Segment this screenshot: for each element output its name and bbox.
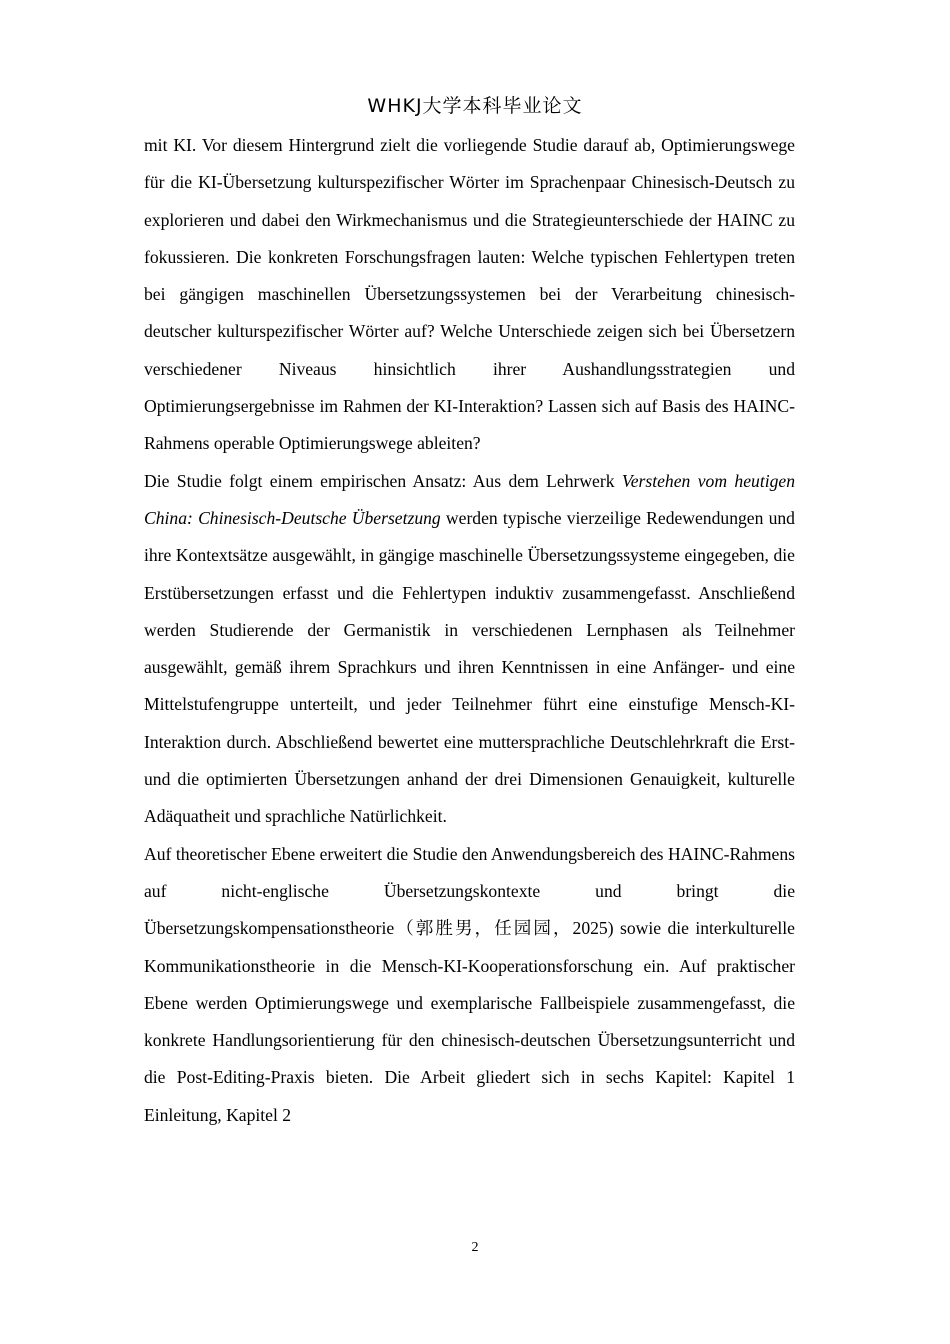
paragraph-2-lead: Die Studie folgt einem empirischen Ansatz: Aus dem Lehrwerk <box>144 470 622 491</box>
page-number: 2 <box>471 1240 479 1255</box>
paragraph-2-rest: werden typische vierzeilige Redewendungen und ihre Kontextsätze ausgewählt, in gängige maschinelle Übersetzungssysteme eingegeben, die Erstübersetzungen erfasst und die Fehlertypen induktiv zusammengefasst. Anschließend werden Studierende der Germanistik in verschiedenen Lernphasen als Teilnehmer ausgewählt, gemäß ihrem Sprachkurs und ihren Kenntnissen in eine Anfänger- und eine Mittelstufengruppe unterteilt, und jeder Teilnehmer führt eine einstufige Mensch-KI-Interaktion durch. Abschließend bewertet eine muttersprachliche Deutschlehrkraft die Erst- und die optimierten Übersetzungen anhand der drei Dimensionen Genauigkeit, kulturelle Adäquatheit und sprachliche Natürlichkeit. <box>144 507 795 827</box>
paragraph-2 <box>144 463 795 836</box>
book-title: Verstehen vom heutigen China: Chinesisch-Deutsche Übersetzung <box>144 470 795 528</box>
paragraph-3: Auf theoretischer Ebene erweitert die Studie den Anwendungsbereich des HAINC-Rahmens auf nicht-englische Übersetzungskontexte und bringt die Übersetzungskompensationstheorie（郭胜男，任园园，2025) sowie die interkulturelle Kommunikationstheorie in die Mensch-KI-Kooperationsforschung ein. Auf praktischer Ebene werden Optimierungswege und exemplarische Fallbeispiele zusammengefasst, die konkrete Handlungsorientierung für den chinesisch-deutschen Übersetzungsunterricht und die Post-Editing-Praxis bieten. Die Arbeit gliedert sich in sechs Kapitel: Kapitel 1 Einleitung, Kapitel 2 <box>144 843 795 1125</box>
running-header: WHKJ大学本科毕业论文 <box>367 95 583 117</box>
body-text <box>144 127 795 1134</box>
paragraph-1: mit KI. Vor diesem Hintergrund zielt die vorliegende Studie darauf ab, Optimierungswege für die KI-Übersetzung kulturspezifischer Wörter im Sprachenpaar Chinesisch-Deutsch zu explorieren und dabei den Wirkmechanismus und die Strategieunterschiede der HAINC zu fokussieren. Die konkreten Forschungsfragen lauten: Welche typischen Fehlertypen treten bei gängigen maschinellen Übersetzungssystemen bei der Verarbeitung chinesisch-deutscher kulturspezifischer Wörter auf? Welche Unterschiede zeigen sich bei Übersetzern verschiedener Niveaus hinsichtlich ihrer Aushandlungsstrategien und Optimierungsergebnisse im Rahmen der KI-Interaktion? Lassen sich auf Basis des HAINC-Rahmens operable Optimierungswege ableiten? <box>144 135 795 454</box>
